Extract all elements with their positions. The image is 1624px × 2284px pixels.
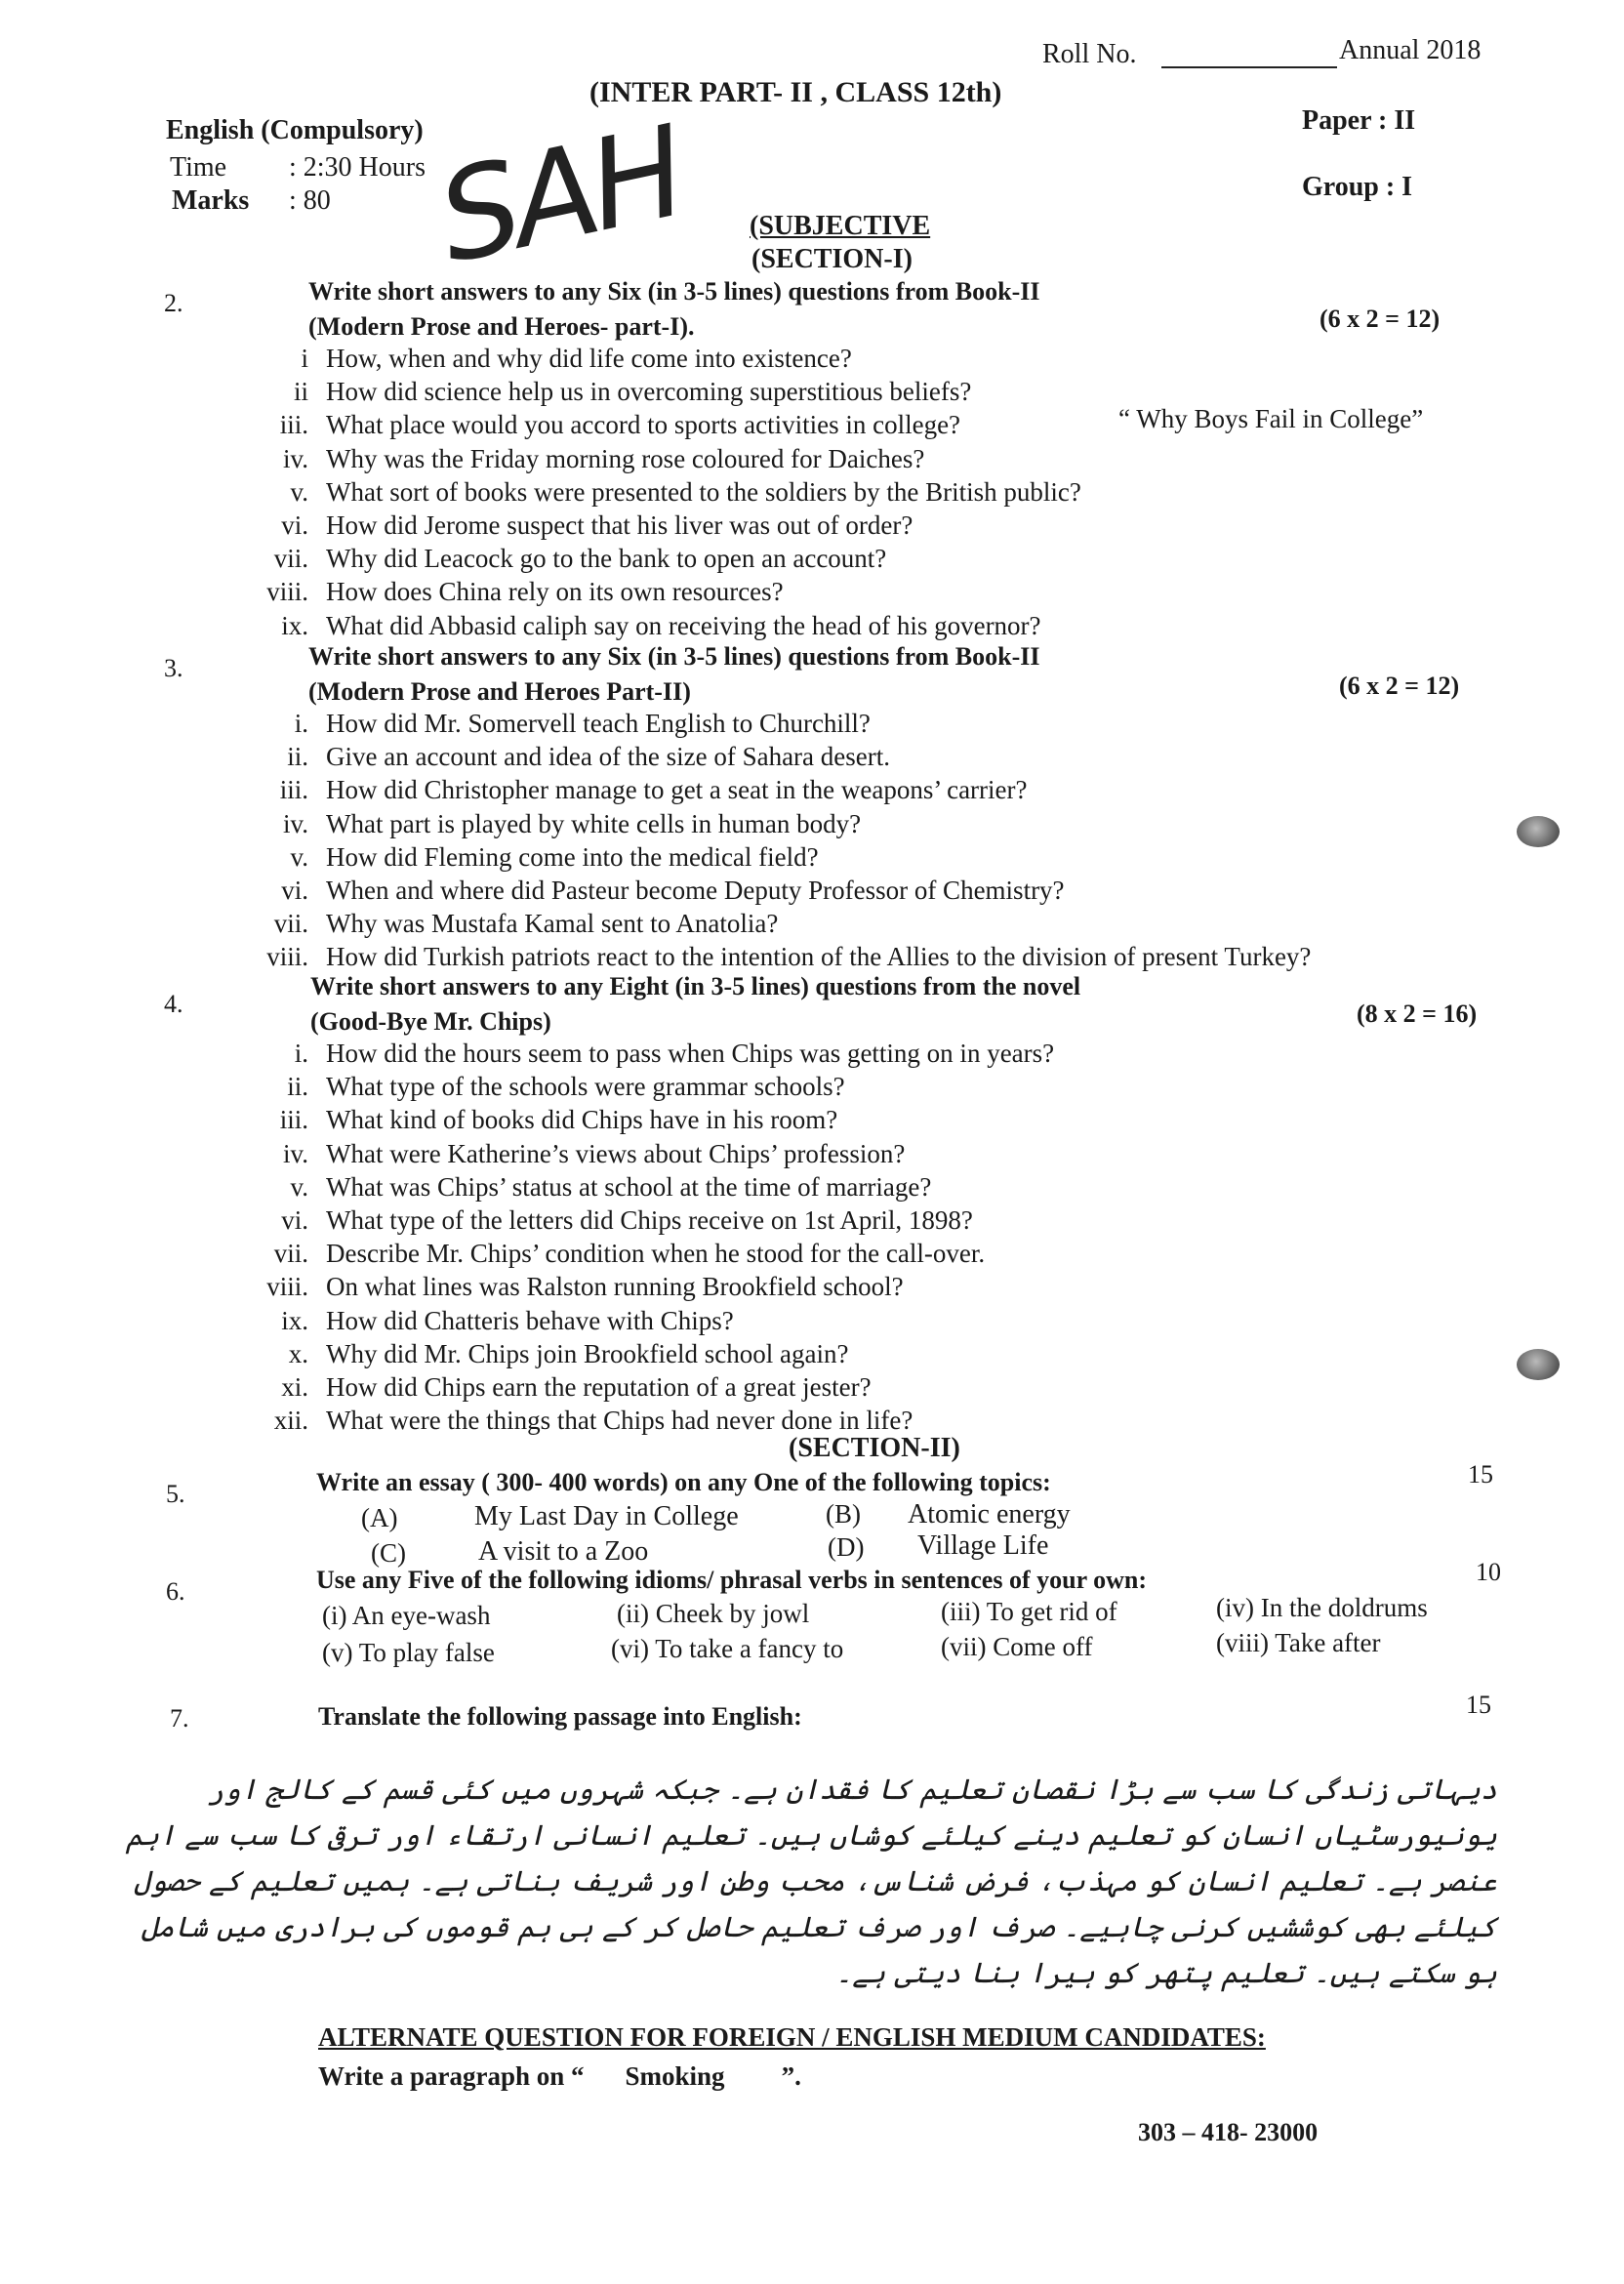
q5-marks: 15 — [1468, 1460, 1493, 1489]
q4-item-text: How did the hours seem to pass when Chips was getting on in years? — [326, 1039, 1055, 1068]
subjective-heading: (SUBJECTIVE — [750, 211, 931, 241]
scan-blob-1 — [1517, 816, 1560, 847]
q3-heading-line2: (Modern Prose and Heroes Part-II) — [308, 677, 691, 706]
footer-code: 303 – 418- 23000 — [1138, 2118, 1319, 2146]
q3-item — [215, 742, 1311, 775]
q2-item-number: ii — [293, 377, 308, 407]
q5-topic-c: A visit to a Zoo — [478, 1536, 649, 1567]
q4-item — [215, 1306, 1054, 1339]
q2-item-text: How did science help us in overcoming superstitious beliefs? — [326, 377, 972, 407]
q3-item-text: How did Christopher manage to get a seat in the weapons’ carrier? — [326, 775, 1028, 805]
q4-item-number: iii. — [279, 1105, 308, 1135]
q6-idiom-3: (iii) To get rid of — [941, 1597, 1117, 1626]
time-label: Time — [170, 152, 227, 183]
q6-idiom-2: (ii) Cheek by jowl — [617, 1599, 810, 1628]
marks-value: : 80 — [289, 185, 331, 216]
q7-heading: Translate the following passage into English: — [318, 1702, 802, 1731]
q2-item-number: viii. — [266, 577, 308, 607]
q4-item-text: What type of the letters did Chips receive on 1st April, 1898? — [326, 1204, 973, 1235]
q3-item-text: How did Fleming come into the medical field? — [326, 841, 819, 872]
q3-heading-line1: Write short answers to any Six (in 3-5 lines) questions from Book-II — [308, 642, 1040, 671]
q2-heading-line1: Write short answers to any Six (in 3-5 lines) questions from Book-II — [308, 277, 1040, 306]
q4-item — [215, 1172, 1054, 1205]
q4-item-number: ix. — [281, 1305, 308, 1335]
q4-item-number: v. — [290, 1171, 308, 1202]
q5-topic-d: Village Life — [917, 1530, 1049, 1561]
q4-number: 4. — [164, 990, 183, 1018]
q2-item — [215, 377, 1081, 410]
q4-item-number: iv. — [283, 1138, 308, 1168]
q5-label-a: (A) — [361, 1503, 398, 1532]
q4-marks: (8 x 2 = 16) — [1357, 999, 1478, 1028]
q4-item-number: viii. — [266, 1272, 308, 1302]
paper: Paper : II — [1302, 105, 1416, 136]
section-2-heading: (SECTION-II) — [789, 1433, 960, 1463]
alternate-prefix: Write a paragraph on “ — [318, 2061, 585, 2091]
q2-item-text: What sort of books were presented to the soldiers by the British public? — [326, 476, 1081, 507]
q5-label-d: (D) — [828, 1532, 865, 1562]
q3-item — [215, 909, 1311, 942]
q4-item-text: What was Chips’ status at school at the time of marriage? — [326, 1171, 932, 1202]
q2-item-text: Why was the Friday morning rose coloured for Daiches? — [326, 443, 925, 473]
q2-question-list — [215, 344, 1081, 644]
q5-heading: Write an essay ( 300- 400 words) on any One of the following topics: — [316, 1468, 1051, 1496]
q4-item — [215, 1272, 1054, 1305]
q3-number: 3. — [164, 654, 183, 682]
q5-label-b: (B) — [826, 1499, 861, 1529]
q3-item — [215, 809, 1311, 842]
q3-item-number: vi. — [281, 875, 308, 905]
q6-idiom-8: (viii) Take after — [1216, 1628, 1381, 1657]
q2-item-number: i — [301, 344, 308, 373]
q4-item-text: What were Katherine’s views about Chips’ profession? — [326, 1138, 906, 1168]
q4-item-number: xii. — [273, 1406, 308, 1436]
q4-item-number: ii. — [287, 1072, 308, 1102]
class-title: (INTER PART- II , CLASS 12th) — [589, 76, 1002, 108]
scan-blob-2 — [1517, 1349, 1560, 1380]
q6-number: 6. — [166, 1577, 185, 1606]
q3-item — [215, 709, 1311, 742]
q4-item — [215, 1072, 1054, 1105]
session: Annual 2018 — [1339, 35, 1482, 65]
q3-item-number: vii. — [273, 909, 308, 939]
q4-item-number: xi. — [281, 1371, 308, 1402]
roll-no-line — [1161, 66, 1337, 68]
q4-item-text: What kind of books did Chips have in his room? — [326, 1105, 838, 1135]
q6-idiom-6: (vi) To take a fancy to — [611, 1634, 844, 1663]
section-1-heading: (SECTION-I) — [751, 244, 913, 274]
q3-item-number: iv. — [283, 808, 308, 838]
q4-item-number: x. — [288, 1338, 308, 1368]
q6-heading: Use any Five of the following idioms/ phrasal verbs in sentences of your own: — [316, 1566, 1148, 1594]
time-value: : 2:30 Hours — [289, 152, 426, 183]
q4-item-text: How did Chatteris behave with Chips? — [326, 1305, 734, 1335]
q3-item — [215, 942, 1311, 975]
q2-item-number: ix. — [281, 610, 308, 640]
q4-item-text: How did Chips earn the reputation of a great jester? — [326, 1371, 872, 1402]
q3-item — [215, 842, 1311, 876]
urdu-passage: دیہاتی زندگی کا سب سے بڑا نقصان تعلیم کا فقدان ہے۔ جبکہ شہروں میں کئی قسم کے کالج اور یونیورسٹیاں انسان کو تعلیم دینے کیلئے کوشاں ہیں۔ تعلیم انسانی ارتقاء اور ترقی کا سب سے اہم عنصر ہے۔ تعلیم انسان کو مہذب، فرض شناس، محب وطن اور شریف بناتی ہے۔ ہمیں تعلیم کے حصول کیلئے بھی کوششیں کرنی چاہیے۔ صرف اور صرف تعلیم حاصل کر کے ہی ہم قوموں کی برادری میں شامل ہو سکتے ہیں۔ تعلیم پتھر کو ہیرا بنا دیتی ہے۔ — [126, 1773, 1497, 1989]
q2-item — [215, 444, 1081, 477]
q4-item-text: On what lines was Ralston running Brookfield school? — [326, 1272, 904, 1302]
q2-note: “ Why Boys Fail in College” — [1118, 404, 1424, 433]
q5-number: 5. — [166, 1480, 185, 1508]
q5-topic-b: Atomic energy — [908, 1499, 1071, 1529]
q2-item-text: How did Jerome suspect that his liver was out of order? — [326, 510, 914, 540]
q3-item-text: How did Turkish patriots react to the intention of the Allies to the division of present Turkey? — [326, 942, 1312, 972]
handwritten-stamp: SAH — [426, 99, 693, 293]
alternate-title: ALTERNATE QUESTION FOR FOREIGN / ENGLISH MEDIUM CANDIDATES: — [318, 2022, 1266, 2052]
q4-question-list — [215, 1039, 1054, 1439]
q6-marks: 10 — [1476, 1558, 1501, 1586]
q2-item-text: How, when and why did life come into existence? — [326, 344, 852, 373]
q3-item-text: Why was Mustafa Kamal sent to Anatolia? — [326, 909, 779, 939]
q2-item-number: v. — [290, 476, 308, 507]
alternate-prompt — [318, 2061, 801, 2092]
q2-number: 2. — [164, 289, 183, 317]
q2-item — [215, 544, 1081, 577]
q4-item — [215, 1139, 1054, 1172]
q4-item-number: vi. — [281, 1204, 308, 1235]
q2-item-number: vii. — [273, 544, 308, 574]
q4-heading-line2: (Good-Bye Mr. Chips) — [310, 1007, 551, 1036]
q2-item — [215, 611, 1081, 644]
q6-idiom-7: (vii) Come off — [941, 1632, 1093, 1661]
q3-item — [215, 775, 1311, 808]
q6-idiom-5: (v) To play false — [322, 1638, 495, 1667]
q3-marks: (6 x 2 = 12) — [1339, 672, 1460, 700]
q4-item — [215, 1372, 1054, 1406]
alternate-suffix: ”. — [781, 2061, 801, 2091]
roll-no-label: Roll No. — [1042, 39, 1137, 69]
q2-marks: (6 x 2 = 12) — [1320, 305, 1441, 333]
subject: English (Compulsory) — [166, 115, 424, 145]
alternate-topic: Smoking — [625, 2061, 725, 2091]
q3-item-number: v. — [290, 841, 308, 872]
q4-item-text: Why did Mr. Chips join Brookfield school again? — [326, 1338, 849, 1368]
q2-item — [215, 477, 1081, 510]
q6-idiom-4: (iv) In the doldrums — [1216, 1593, 1428, 1622]
q5-label-c: (C) — [371, 1538, 406, 1568]
q4-item-text: Describe Mr. Chips’ condition when he stood for the call-over. — [326, 1239, 986, 1269]
q6-idiom-1: (i) An eye-wash — [322, 1601, 491, 1630]
q4-item — [215, 1339, 1054, 1372]
q3-item-number: ii. — [287, 742, 308, 772]
q2-item — [215, 410, 1081, 443]
marks-label: Marks — [172, 185, 250, 216]
q5-topic-a: My Last Day in College — [474, 1501, 739, 1531]
q4-item — [215, 1239, 1054, 1272]
q3-item-text: How did Mr. Somervell teach English to Churchill? — [326, 709, 871, 738]
q2-item — [215, 344, 1081, 377]
q2-item-number: iv. — [283, 443, 308, 473]
q2-item-text: What did Abbasid caliph say on receiving the head of his governor? — [326, 610, 1041, 640]
q2-item — [215, 577, 1081, 610]
q4-item — [215, 1039, 1054, 1072]
group: Group : I — [1302, 172, 1413, 202]
q2-item-text: Why did Leacock go to the bank to open an account? — [326, 544, 887, 574]
q4-heading-line1: Write short answers to any Eight (in 3-5 lines) questions from the novel — [310, 972, 1081, 1000]
q2-item — [215, 510, 1081, 544]
q4-item-text: What type of the schools were grammar schools? — [326, 1072, 845, 1102]
q7-number: 7. — [170, 1704, 189, 1733]
q4-item — [215, 1205, 1054, 1239]
q3-question-list — [215, 709, 1311, 976]
q2-item-number: vi. — [281, 510, 308, 540]
q2-item-text: How does China rely on its own resources? — [326, 577, 784, 607]
q3-item-number: iii. — [279, 775, 308, 805]
q3-item-number: viii. — [266, 942, 308, 972]
q4-item — [215, 1105, 1054, 1138]
q3-item-text: When and where did Pasteur become Deputy Professor of Chemistry? — [326, 875, 1065, 905]
q3-item — [215, 876, 1311, 909]
q4-item-text: What were the things that Chips had never done in life? — [326, 1406, 914, 1436]
q3-item-text: What part is played by white cells in human body? — [326, 808, 862, 838]
q3-item-number: i. — [294, 709, 308, 738]
q2-heading-line2: (Modern Prose and Heroes- part-I). — [308, 312, 695, 341]
q4-item-number: vii. — [273, 1239, 308, 1269]
q7-marks: 15 — [1466, 1691, 1491, 1719]
q4-item-number: i. — [294, 1039, 308, 1068]
q3-item-text: Give an account and idea of the size of Sahara desert. — [326, 742, 890, 772]
q2-item-text: What place would you accord to sports activities in college? — [326, 410, 961, 440]
q2-item-number: iii. — [279, 410, 308, 440]
